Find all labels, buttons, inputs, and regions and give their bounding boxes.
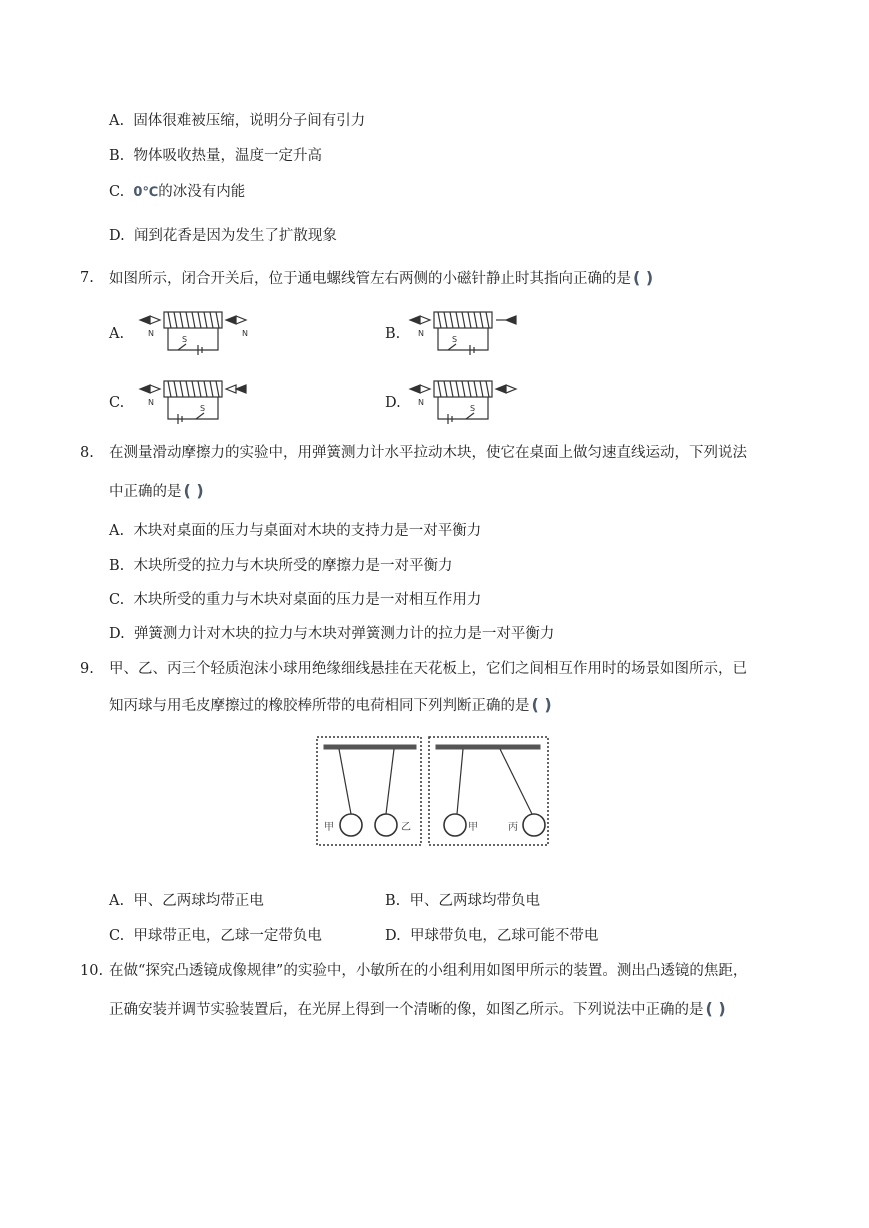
svg-text:N: N	[418, 398, 424, 407]
q7-diagram-b	[408, 308, 528, 356]
q7-option-d-label: D.	[385, 395, 401, 411]
q7-option-b-label: B.	[385, 326, 401, 342]
q10-stem-line2: 正确安装并调节实验装置后，在光屏上得到一个清晰的像，如图乙所示。下列说法中正确的是 ( )	[109, 999, 726, 1018]
svg-text:S: S	[452, 335, 458, 344]
q9-stem-line1: 甲、乙、丙三个轻质泡沫小球用绝缘细线悬挂在天花板上，它们之间相互作用时的场景如图所示，已	[109, 661, 747, 677]
q9-option-a: A. 甲、乙两球均带正电	[109, 893, 264, 909]
degree-symbol: 0℃	[133, 185, 159, 200]
q7-option-a-label: A.	[109, 326, 125, 342]
q9-option-d: D. 甲球带负电，乙球可能不带电	[385, 928, 599, 944]
svg-text:N: N	[148, 329, 154, 338]
answer-blank: ( )	[183, 481, 204, 500]
answer-blank: ( )	[705, 999, 726, 1018]
q7-number: 7.	[80, 270, 94, 286]
q9-pendulum-figure	[316, 736, 550, 848]
q10-number: 10.	[80, 963, 104, 979]
q9-stem-line2: 知丙球与用毛皮摩擦过的橡胶棒所带的电荷相同下列判断正确的是 ( )	[109, 695, 552, 714]
svg-text:S: S	[470, 404, 476, 413]
q8-number: 8.	[80, 445, 94, 461]
q8-option-d: D. 弹簧测力计对木块的拉力与木块对弹簧测力计的拉力是一对平衡力	[109, 626, 555, 642]
answer-blank: ( )	[531, 695, 552, 714]
answer-blank: ( )	[633, 268, 654, 287]
svg-text:丙: 丙	[508, 822, 518, 833]
q10-stem-line1: 在做“探究凸透镜成像规律”的实验中，小敏所在的小组利用如图甲所示的装置。测出凸透镜的焦距，	[109, 963, 748, 979]
q9-number: 9.	[80, 661, 94, 677]
q8-stem-line2: 中正确的是 ( )	[109, 481, 204, 500]
svg-text:乙: 乙	[401, 822, 411, 833]
q7-diagram-a	[138, 308, 258, 356]
q9-option-c: C. 甲球带正电，乙球一定带负电	[109, 928, 322, 944]
svg-text:S: S	[182, 335, 188, 344]
q6-option-a: A. 固体很难被压缩，说明分子间有引力	[109, 113, 366, 129]
svg-text:N: N	[418, 329, 424, 338]
q7-diagram-d	[408, 377, 528, 425]
svg-text:甲: 甲	[468, 822, 478, 833]
q8-stem-line1: 在测量滑动摩擦力的实验中，用弹簧测力计水平拉动木块，使它在桌面上做匀速直线运动，下列说法	[109, 445, 747, 461]
q7-diagram-c	[138, 377, 258, 425]
q7-stem: 如图所示，闭合开关后，位于通电螺线管左右两侧的小磁针静止时其指向正确的是 ( )	[109, 268, 654, 287]
svg-text:N: N	[242, 329, 248, 338]
q8-option-b: B. 木块所受的拉力与木块所受的摩擦力是一对平衡力	[109, 558, 453, 574]
svg-text:S: S	[200, 404, 206, 413]
q8-option-c: C. 木块所受的重力与木块对桌面的压力是一对相互作用力	[109, 592, 482, 608]
svg-text:甲: 甲	[324, 822, 334, 833]
q6-option-b: B. 物体吸收热量，温度一定升高	[109, 148, 322, 164]
q7-option-c-label: C.	[109, 395, 125, 411]
q6-option-c: C. 0℃的冰没有内能	[109, 184, 246, 200]
q6-option-d: D. 闻到花香是因为发生了扩散现象	[109, 228, 337, 244]
q9-option-b: B. 甲、乙两球均带负电	[385, 893, 540, 909]
q8-option-a: A. 木块对桌面的压力与桌面对木块的支持力是一对平衡力	[109, 523, 482, 539]
svg-text:N: N	[148, 398, 154, 407]
